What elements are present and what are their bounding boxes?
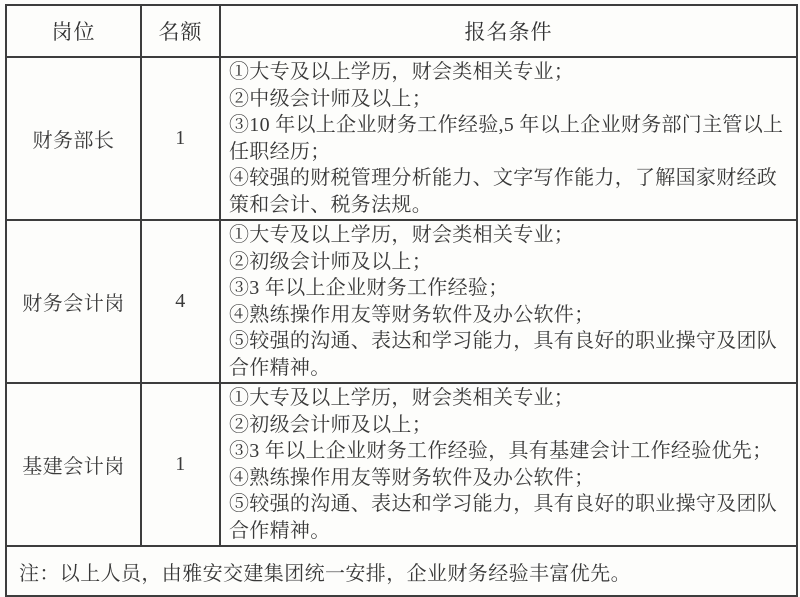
header-conditions: 报名条件 xyxy=(220,5,797,57)
header-position: 岗位 xyxy=(6,5,141,57)
quota-cell: 1 xyxy=(141,57,220,220)
header-quota: 名额 xyxy=(141,5,220,57)
condition-item: ⑤较强的沟通、表达和学习能力，具有良好的职业操守及团队合作精神。 xyxy=(229,330,778,379)
table-row xyxy=(6,57,797,220)
condition-item: ③3 年以上企业财务工作经验； xyxy=(229,277,509,299)
note-row xyxy=(6,546,797,596)
condition-item: ①大专及以上学历，财会类相关专业； xyxy=(229,387,575,409)
header-row xyxy=(6,5,797,57)
condition-item: ②初级会计师及以上； xyxy=(229,413,432,436)
quota-cell: 1 xyxy=(141,383,220,546)
condition-item: ⑤较强的沟通、表达和学习能力，具有良好的职业操守及团队合作精神。 xyxy=(229,493,778,542)
condition-item: ①大专及以上学历，财会类相关专业； xyxy=(229,224,575,246)
condition-item: ②初级会计师及以上； xyxy=(229,250,432,273)
condition-item: ②中级会计师及以上； xyxy=(229,87,432,110)
condition-item: ③3 年以上企业财务工作经验，具有基建会计工作经验优先； xyxy=(229,440,773,462)
recruitment-table xyxy=(5,4,798,597)
condition-item: ④熟练操作用友等财务软件及办公软件； xyxy=(229,466,595,489)
condition-item: ①大专及以上学历，财会类相关专业； xyxy=(229,61,575,83)
position-cell: 基建会计岗 xyxy=(6,383,141,546)
table-row xyxy=(6,220,797,383)
position-cell: 财务部长 xyxy=(6,57,141,220)
condition-item: ④熟练操作用友等财务软件及办公软件； xyxy=(229,303,595,326)
position-cell: 财务会计岗 xyxy=(6,220,141,383)
table-row xyxy=(6,383,797,546)
condition-item: ④较强的财税管理分析能力、文字写作能力，了解国家财经政策和会计、税务法规。 xyxy=(229,167,778,216)
conditions-cell xyxy=(220,57,797,220)
condition-item: ③10 年以上企业财务工作经验,5 年以上企业财务部门主管以上任职经历； xyxy=(229,114,784,163)
conditions-cell xyxy=(220,383,797,546)
quota-cell: 4 xyxy=(141,220,220,383)
conditions-cell xyxy=(220,220,797,383)
table-note: 注：以上人员，由雅安交建集团统一安排，企业财务经验丰富优先。 xyxy=(6,546,797,596)
